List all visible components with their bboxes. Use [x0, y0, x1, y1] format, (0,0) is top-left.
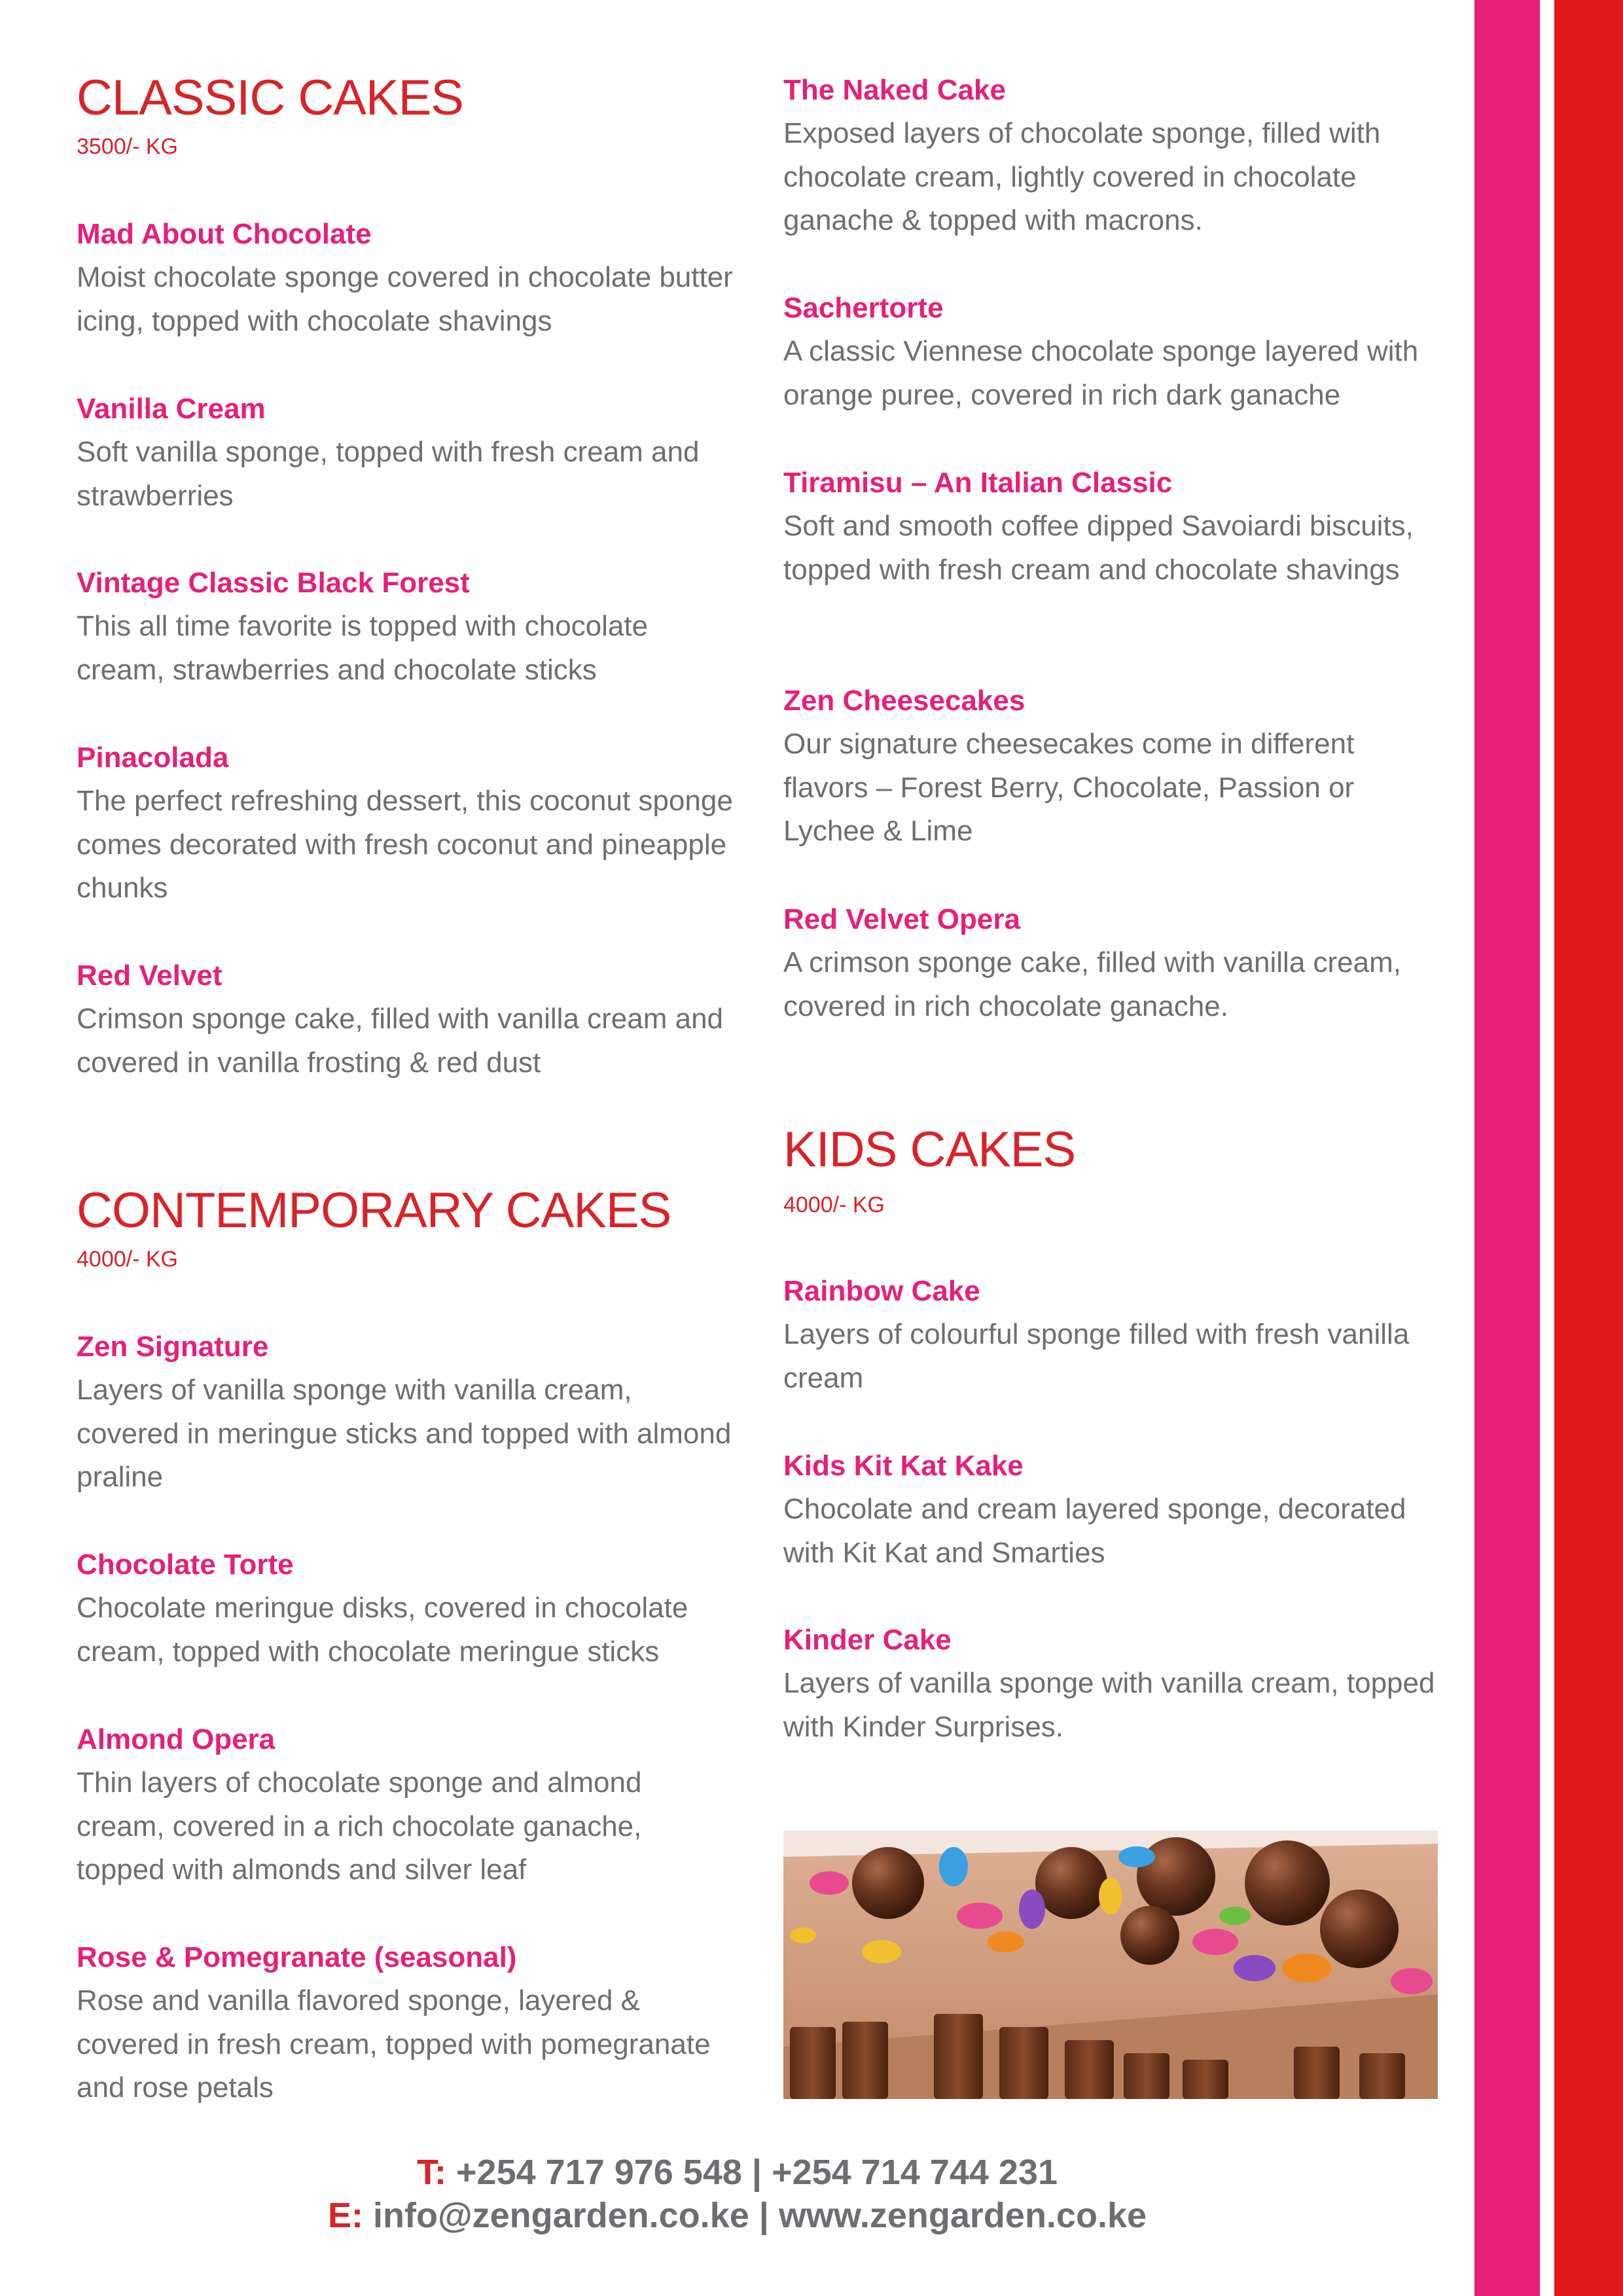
item-description: Exposed layers of chocolate sponge, filled with chocolate cream, lightly covered in chocolate ganache & topped with macrons.	[783, 117, 1381, 236]
menu-item-rose-pomegranate	[77, 1936, 738, 2110]
item-name: Rose & Pomegranate (seasonal)	[77, 1941, 517, 1973]
item-description: Thin layers of chocolate sponge and almond cream, covered in a rich chocolate ganache, topped with almonds and silver leaf	[77, 1767, 642, 1886]
contact-email-line	[0, 2195, 1474, 2236]
phone-numbers[interactable]: +254 717 976 548 | +254 714 744 231	[456, 2153, 1058, 2192]
item-name: Tiramisu – An Italian Classic	[783, 467, 1173, 499]
item-name: Rainbow Cake	[783, 1275, 980, 1307]
item-name: Kids Kit Kat Kake	[783, 1450, 1024, 1482]
menu-item-red-velvet-opera	[783, 898, 1444, 1028]
item-name: Almond Opera	[77, 1723, 276, 1755]
item-description: Layers of vanilla sponge with vanilla cream, topped with Kinder Surprises.	[783, 1667, 1435, 1743]
item-description: Layers of colourful sponge filled with fresh vanilla cream	[783, 1318, 1410, 1394]
menu-item-naked-cake	[783, 69, 1444, 243]
item-name: The Naked Cake	[783, 74, 1006, 106]
menu-item-zen-signature	[77, 1325, 738, 1499]
item-name: Pinacolada	[77, 742, 229, 774]
menu-item-sachertorte	[783, 287, 1444, 417]
kids-cakes-price: 4000/- KG	[783, 1193, 885, 1217]
item-description: Soft and smooth coffee dipped Savoiardi biscuits, topped with fresh cream and chocolate shavings	[783, 510, 1414, 586]
menu-item-zen-cheesecakes	[783, 679, 1444, 853]
email-label: E:	[327, 2196, 363, 2235]
menu-item-kids-kit-kat-kake	[783, 1444, 1444, 1575]
red-stripe	[1554, 0, 1623, 2296]
item-name: Chocolate Torte	[77, 1549, 294, 1581]
menu-item-kinder-cake	[783, 1619, 1444, 1749]
menu-item-pinacolada	[77, 736, 738, 910]
item-description: Layers of vanilla sponge with vanilla cream, covered in meringue sticks and topped with almond praline	[77, 1374, 732, 1493]
menu-item-tiramisu	[783, 461, 1444, 592]
item-description: Rose and vanilla flavored sponge, layered & covered in fresh cream, topped with pomegranate and rose petals	[77, 1984, 711, 2104]
item-name: Sachertorte	[783, 292, 944, 324]
cake-photo	[783, 1831, 1438, 2099]
menu-item-vanilla-cream	[77, 387, 738, 518]
menu-item-almond-opera	[77, 1718, 738, 1892]
item-description: A classic Viennese chocolate sponge layered with orange puree, covered in rich dark ganache	[783, 335, 1419, 411]
item-description: Our signature cheesecakes come in different flavors – Forest Berry, Chocolate, Passion or Lychee & Lime	[783, 728, 1355, 847]
item-description: A crimson sponge cake, filled with vanilla cream, covered in rich chocolate ganache.	[783, 946, 1401, 1022]
stripe-gap	[1540, 0, 1554, 2296]
item-name: Zen Signature	[77, 1331, 269, 1363]
item-description: Moist chocolate sponge covered in chocolate butter icing, topped with chocolate shavings	[77, 261, 733, 337]
contemporary-cakes-title: CONTEMPORARY CAKES	[77, 1183, 671, 1238]
item-description: Chocolate and cream layered sponge, decorated with Kit Kat and Smarties	[783, 1493, 1406, 1569]
menu-item-chocolate-torte	[77, 1543, 738, 1674]
item-name: Vintage Classic Black Forest	[77, 567, 470, 599]
kids-cakes-title: KIDS CAKES	[783, 1122, 1076, 1177]
contact-phone-line	[0, 2152, 1474, 2193]
menu-item-vintage-black-forest	[77, 562, 738, 692]
menu-item-mad-about-chocolate	[77, 213, 738, 343]
classic-cakes-price: 3500/- KG	[77, 134, 178, 159]
item-description: Soft vanilla sponge, topped with fresh cream and strawberries	[77, 436, 700, 512]
item-description: Crimson sponge cake, filled with vanilla cream and covered in vanilla frosting & red dust	[77, 1003, 724, 1079]
classic-cakes-title: CLASSIC CAKES	[77, 70, 463, 126]
pink-stripe	[1474, 0, 1540, 2296]
phone-label: T:	[417, 2153, 446, 2192]
item-description: This all time favorite is topped with chocolate cream, strawberries and chocolate sticks	[77, 610, 649, 686]
item-name: Kinder Cake	[783, 1624, 952, 1656]
item-name: Red Velvet Opera	[783, 903, 1020, 935]
item-name: Red Velvet	[77, 960, 223, 992]
contemporary-cakes-price: 4000/- KG	[77, 1247, 178, 1272]
item-name: Zen Cheesecakes	[783, 685, 1026, 717]
email-and-website[interactable]: info@zengarden.co.ke | www.zengarden.co.ke	[373, 2196, 1147, 2235]
item-description: The perfect refreshing dessert, this coconut sponge comes decorated with fresh coconut and pineapple chunks	[77, 785, 733, 904]
item-name: Vanilla Cream	[77, 393, 266, 425]
item-name: Mad About Chocolate	[77, 218, 372, 250]
item-description: Chocolate meringue disks, covered in chocolate cream, topped with chocolate meringue sticks	[77, 1592, 688, 1668]
menu-item-rainbow-cake	[783, 1270, 1444, 1400]
menu-item-red-velvet	[77, 954, 738, 1085]
